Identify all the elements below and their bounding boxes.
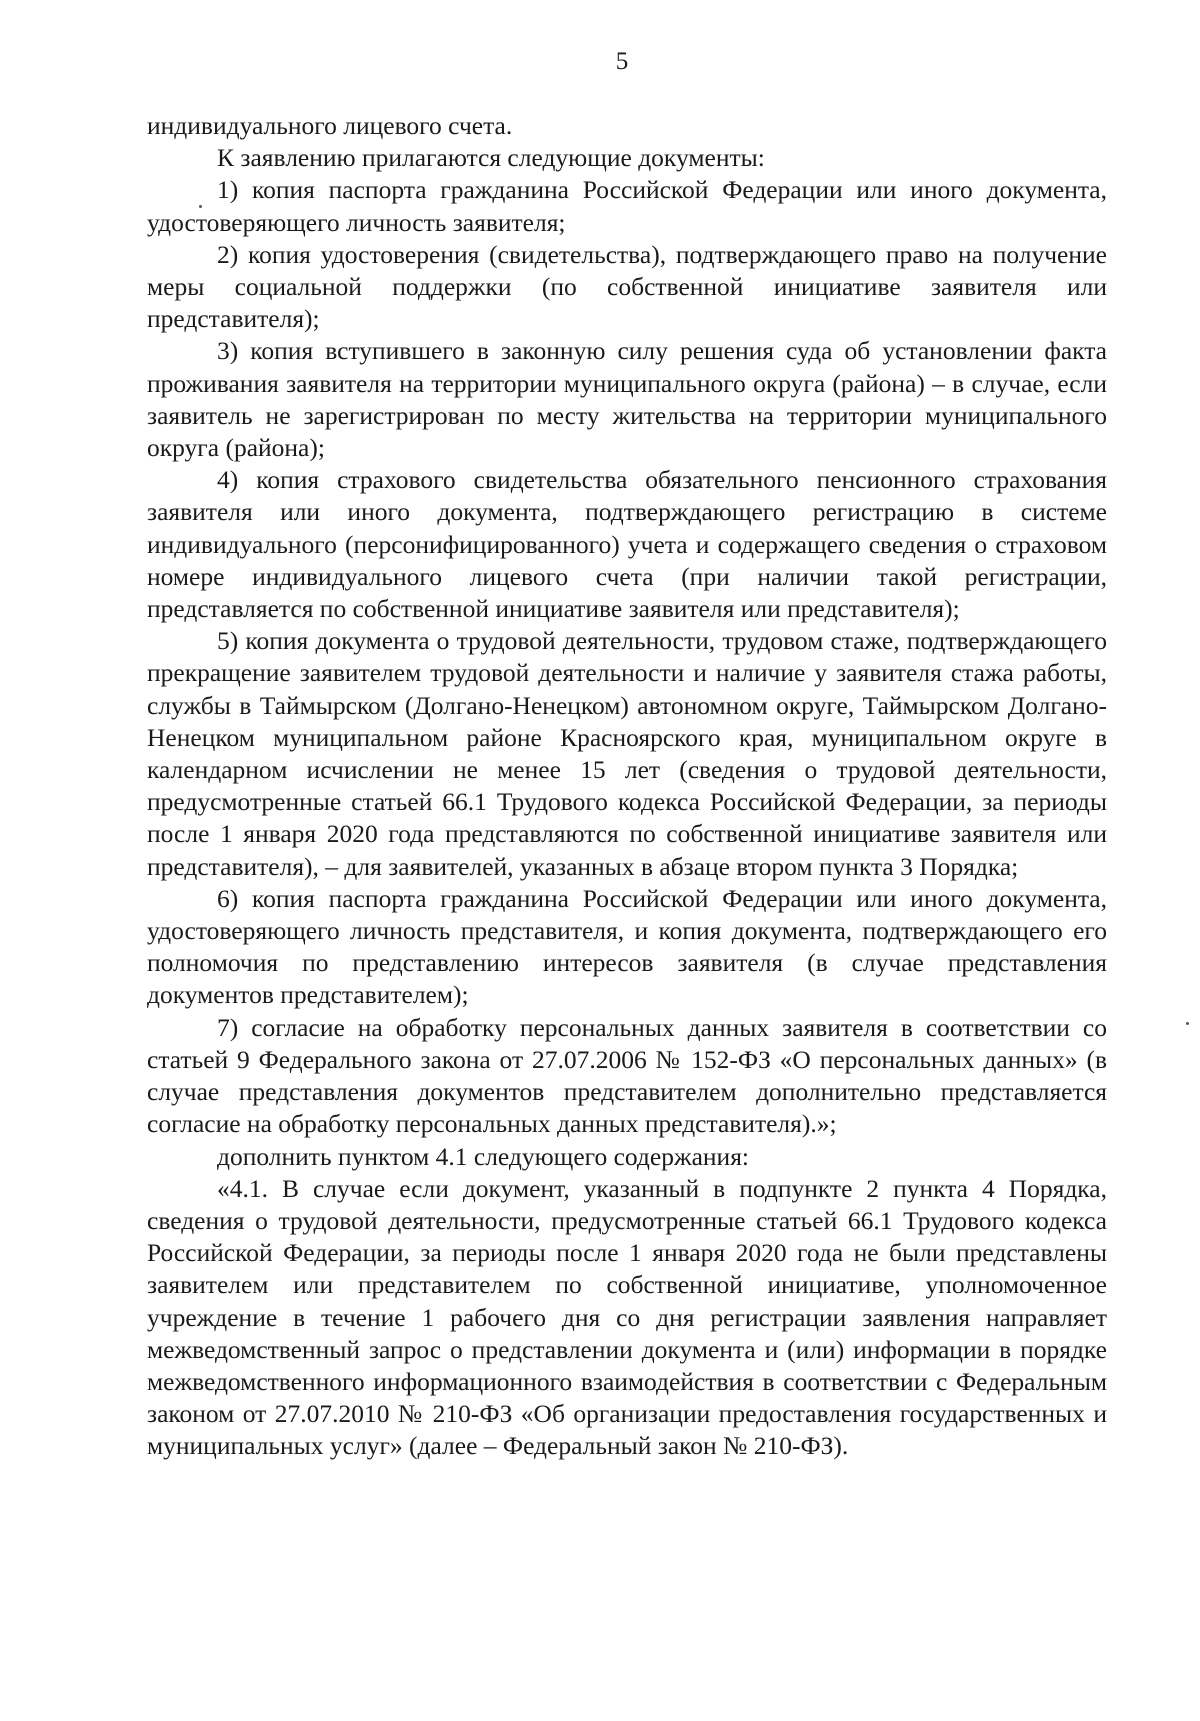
scan-artifact-dot [1186,1022,1189,1025]
scan-artifact-dot [199,205,202,208]
paragraph-amendment: дополнить пунктом 4.1 следующего содержания: [217,1141,750,1171]
paragraph-continuation: индивидуального лицевого счета. [147,111,513,140]
list-item-5: 5) копия документа о трудовой деятельности, трудовом стаже, подтверждающего прекращение заявителем трудовой деятельности и наличие у заявителя стажа работы, службы в Таймырском (Долгано-Ненецком) автономном округе, Таймырском Долгано-Ненецком муниципальном районе Красноярского края, муниципальном округе в календарном исчислении не менее 15 лет (сведения о трудовой деятельности, предусмотренные статьей 66.1 Трудового кодекса Российской Федерации, за периоды после 1 января 2020 года представляются по собственной инициативе заявителя или представителя), – для заявителей, указанных в абзаце втором пункта 3 Порядка; [147,626,1107,881]
page-number: 5 [615,48,629,75]
document-body [147,110,1107,1463]
list-item-2: 2) копия удостоверения (свидетельства), подтверждающего право на получение меры социальной поддержки (по собственной инициативе заявителя или представителя); [147,239,1107,334]
paragraph-attachments-intro: К заявлению прилагаются следующие документы: [217,143,765,173]
paragraph-clause-4-1: «4.1. В случае если документ, указанный в подпункте 2 пункта 4 Порядка, сведения о трудовой деятельности, предусмотренные статьей 66.1 Трудового кодекса Российской Федерации, за периоды после 1 января 2020 года не были представлены заявителем или представителем по собственной инициативе, уполномоченное учреждение в течение 1 рабочего дня со дня регистрации заявления направляет межведомственный запрос о представлении документа и (или) информации в порядке межведомственного информационного взаимодействия в соответствии с Федеральным законом от 27.07.2010 № 210-ФЗ «Об организации предоставления государственных и муниципальных услуг» (далее – Федеральный закон № 210-ФЗ). [147,1173,1107,1461]
list-item-7: 7) согласие на обработку персональных данных заявителя в соответствии со статьей 9 Федерального закона от 27.07.2006 № 152-ФЗ «О персональных данных» (в случае представления документов представителем дополнительно представляется согласие на обработку персональных данных представителя).»; [147,1012,1107,1139]
list-item-3: 3) копия вступившего в законную силу решения суда об установлении факта проживания заявителя на территории муниципального округа (района) – в случае, если заявитель не зарегистрирован по месту жительства на территории муниципального округа (района); [147,336,1107,463]
list-item-6: 6) копия паспорта гражданина Российской Федерации или иного документа, удостоверяющего личность представителя, и копия документа, подтверждающего его полномочия по представлению интересов заявителя (в случае представления документов представителем); [147,883,1107,1010]
list-item-4: 4) копия страхового свидетельства обязательного пенсионного страхования заявителя или иного документа, подтверждающего регистрацию в системе индивидуального (персонифицированного) учета и содержащего сведения о страховом номере индивидуального лицевого счета (при наличии такой регистрации, представляется по собственной инициативе заявителя или представителя); [147,465,1107,624]
list-item-1: 1) копия паспорта гражданина Российской Федерации или иного документа, удостоверяющего личность заявителя; [147,175,1107,237]
